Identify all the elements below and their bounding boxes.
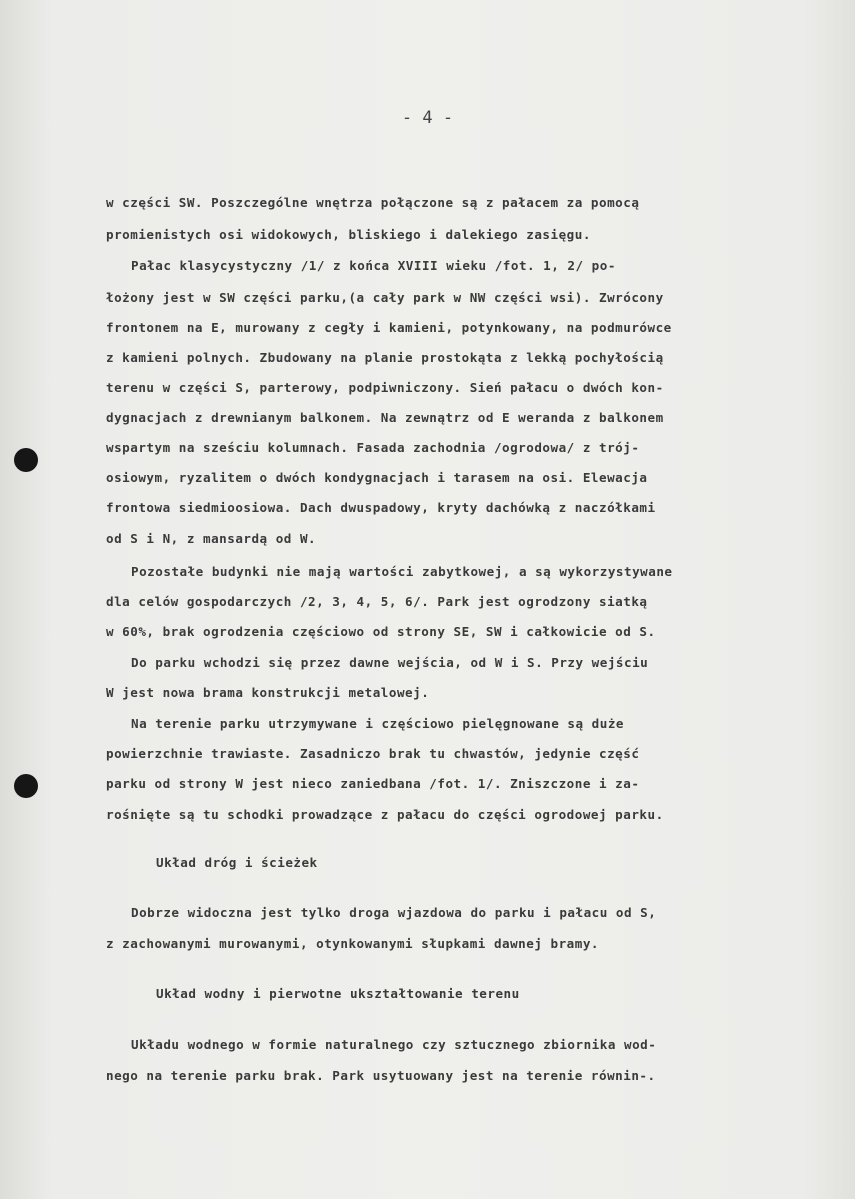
text-line: Pozostałe budynki nie mają wartości zabytkowej, a są wykorzystywane bbox=[131, 564, 673, 579]
text-line: z zachowanymi murowanymi, otynkowanymi słupkami dawnej bramy. bbox=[106, 936, 600, 951]
text-line: Na terenie parku utrzymywane i częściowo pielęgnowane są duże bbox=[131, 716, 625, 731]
text-line: Do parku wchodzi się przez dawne wejścia, od W i S. Przy wejściu bbox=[131, 655, 649, 670]
section-heading: Układ dróg i ścieżek bbox=[156, 855, 318, 870]
text-line: powierzchnie trawiaste. Zasadniczo brak tu chwastów, jedynie część bbox=[106, 746, 640, 761]
text-line: Układu wodnego w formie naturalnego czy sztucznego zbiornika wod- bbox=[131, 1037, 657, 1052]
text-line: frontowa siedmioosiowa. Dach dwuspadowy, kryty dachówką z naczółkami bbox=[106, 500, 656, 515]
text-line: W jest nowa brama konstrukcji metalowej. bbox=[106, 685, 430, 700]
page-number: - 4 - bbox=[401, 108, 454, 128]
text-line: w części SW. Poszczególne wnętrza połączone są z pałacem za pomocą bbox=[106, 195, 640, 210]
text-line: od S i N, z mansardą od W. bbox=[106, 531, 317, 546]
text-line: w 60%, brak ogrodzenia częściowo od strony SE, SW i całkowicie od S. bbox=[106, 624, 656, 639]
text-line: z kamieni polnych. Zbudowany na planie prostokąta z lekką pochyłością bbox=[106, 350, 664, 365]
section-heading: Układ wodny i pierwotne ukształtowanie terenu bbox=[156, 986, 520, 1001]
text-line: promienistych osi widokowych, bliskiego i dalekiego zasięgu. bbox=[106, 227, 591, 242]
text-line: osiowym, ryzalitem o dwóch kondygnacjach i tarasem na osi. Elewacja bbox=[106, 470, 648, 485]
text-line: rośnięte są tu schodki prowadzące z pałacu do części ogrodowej parku. bbox=[106, 807, 664, 822]
text-line: terenu w części S, parterowy, podpiwniczony. Sień pałacu o dwóch kon- bbox=[106, 380, 664, 395]
text-line: dla celów gospodarczych /2, 3, 4, 5, 6/. Park jest ogrodzony siatką bbox=[106, 594, 648, 609]
text-line: nego na terenie parku brak. Park usytuowany jest na terenie równin-. bbox=[106, 1068, 656, 1083]
text-line: frontonem na E, murowany z cegły i kamieni, potynkowany, na podmurówce bbox=[106, 320, 672, 335]
text-line: wspartym na sześciu kolumnach. Fasada zachodnia /ogrodowa/ z trój- bbox=[106, 440, 640, 455]
text-line: Dobrze widoczna jest tylko droga wjazdowa do parku i pałacu od S, bbox=[131, 905, 657, 920]
text-line: łożony jest w SW części parku,(a cały park w NW części wsi). Zwrócony bbox=[106, 290, 664, 305]
text-line: dygnacjach z drewnianym balkonem. Na zewnątrz od E weranda z balkonem bbox=[106, 410, 664, 425]
text-line: parku od strony W jest nieco zaniedbana /fot. 1/. Zniszczone i za- bbox=[106, 776, 640, 791]
punch-hole-top bbox=[14, 448, 38, 472]
punch-hole-bottom bbox=[14, 774, 38, 798]
text-line: Pałac klasycystyczny /1/ z końca XVIII wieku /fot. 1, 2/ po- bbox=[131, 258, 616, 273]
